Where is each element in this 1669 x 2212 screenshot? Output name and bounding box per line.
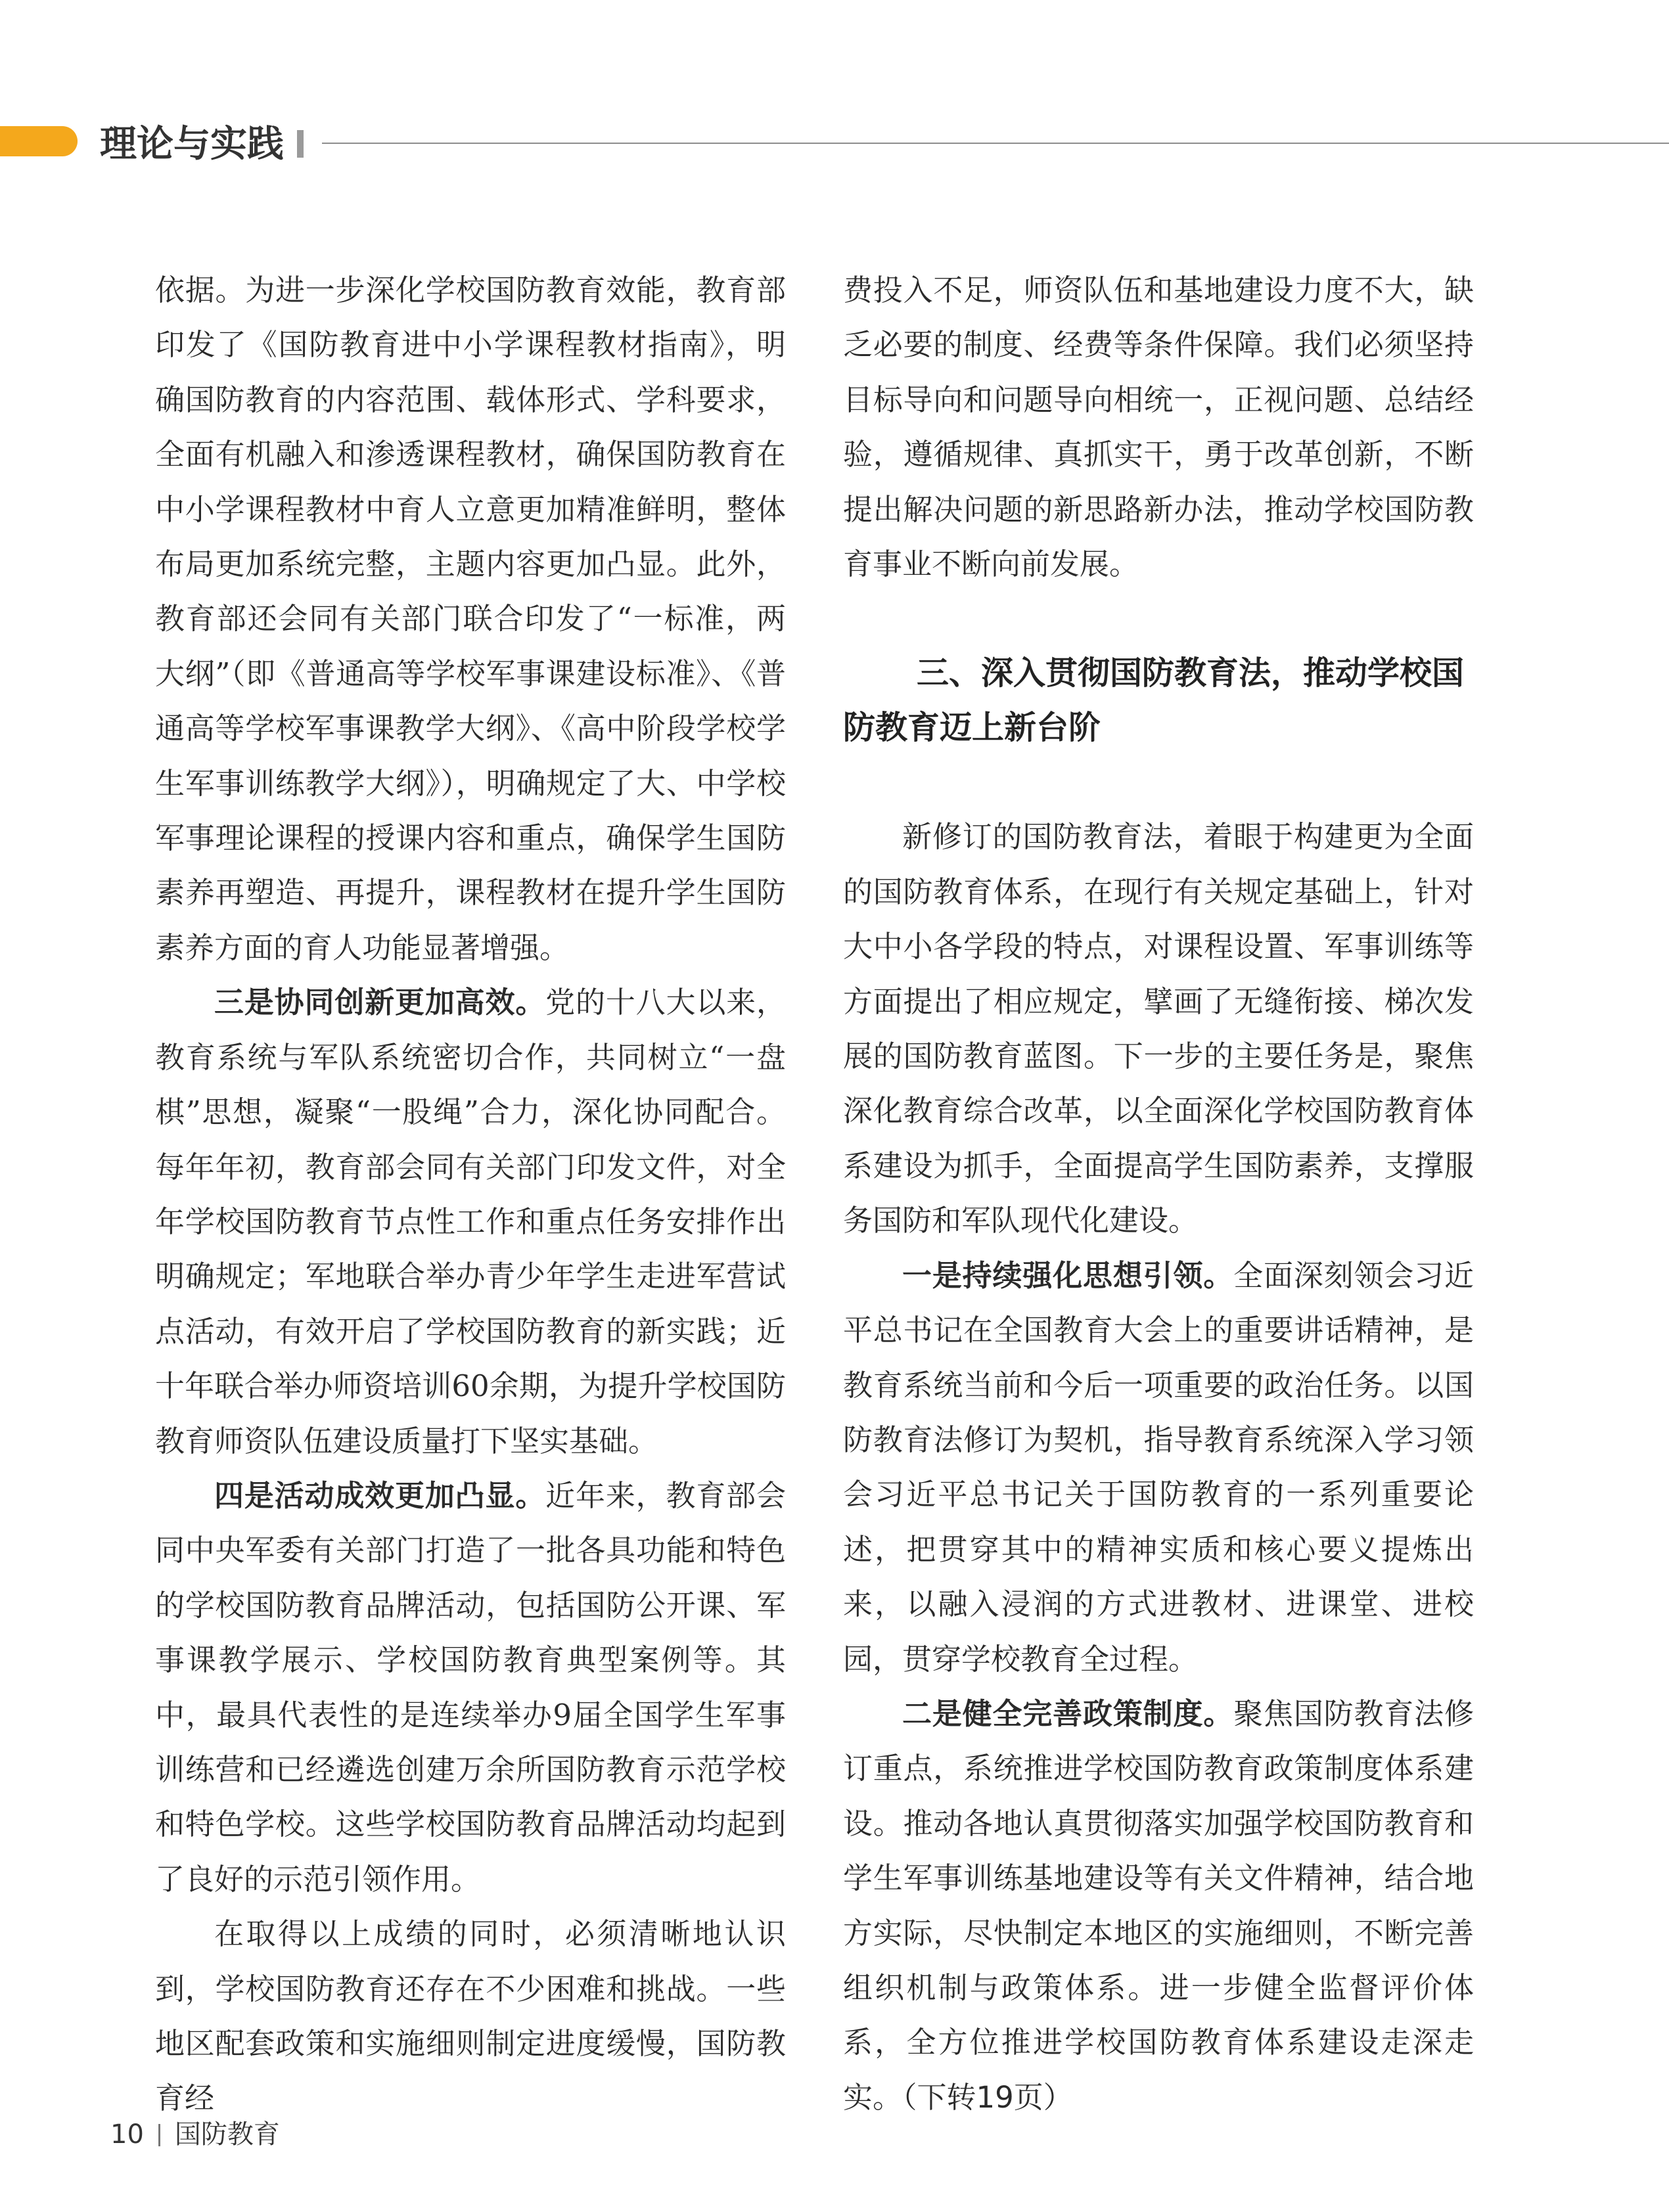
paragraph-text: 党的十八大以来，教育系统与军队系统密切合作，共同树立“一盘棋”思想，凝聚“一股绳”合力，深化协同配合。每年年初，教育部会同有关部门印发文件，对全年学校国防教育节点性工作和重点任务安排作出明确规定；军地联合举办青少年学生走进军营试点活动，有效开启了学校国防教育的新实践；近十年联合举办师资培训60余期，为提升学校国防教育师资队伍建设质量打下坚实基础。 bbox=[155, 985, 786, 1458]
section-heading bbox=[843, 646, 1474, 755]
right-paragraph-1: 费投入不足，师资队伍和基地建设力度不大，缺乏必要的制度、经费等条件保障。我们必须坚持目标导向和问题导向相统一，正视问题、总结经验，遵循规律、真抓实干，勇于改革创新，不断提出解决问题的新思路新办法，推动学校国防教育事业不断向前发展。 bbox=[843, 273, 1474, 582]
left-paragraph-4: 在取得以上成绩的同时，必须清晰地认识到，学校国防教育还存在不少困难和挑战。一些地区配套政策和实施细则制定进度缓慢，国防教育经 bbox=[155, 1916, 786, 2116]
lead-phrase: 二是健全完善政策制度。 bbox=[902, 1696, 1234, 1731]
left-paragraph-2 bbox=[155, 975, 786, 1468]
title-divider bbox=[297, 130, 304, 158]
section-tab-marker bbox=[0, 126, 78, 156]
lead-phrase: 一是持续强化思想引领。 bbox=[902, 1257, 1234, 1293]
header-rule bbox=[322, 143, 1669, 144]
right-paragraph-4 bbox=[843, 1686, 1474, 2125]
lead-phrase: 三是协同创新更加高效。 bbox=[214, 985, 546, 1020]
paragraph-text: 聚焦国防教育法修订重点，系统推进学校国防教育政策制度体系建设。推动各地认真贯彻落实加强学校国防教育和学生军事训练基地建设等有关文件精神，结合地方实际，尽快制定本地区的实施细则，不断完善组织机制与政策体系。进一步健全监督评价体系，全方位推进学校国防教育体系建设走深走实。 bbox=[843, 1696, 1474, 2115]
right-column bbox=[843, 263, 1474, 2125]
page-number: 10 bbox=[110, 2119, 144, 2150]
right-paragraph-3 bbox=[843, 1248, 1474, 1686]
paragraph-text: 全面深刻领会习近平总书记在全国教育大会上的重要讲话精神，是教育系统当前和今后一项重要的政治任务。以国防教育法修订为契机，指导教育系统深入学习领会习近平总书记关于国防教育的一系列重要论述，把贯穿其中的精神实质和核心要义提炼出来，以融入浸润的方式进教材、进课堂、进校园，贯穿学校教育全过程。 bbox=[843, 1257, 1474, 1677]
page-header bbox=[0, 124, 1669, 169]
lead-phrase: 四是活动成效更加凸显。 bbox=[214, 1478, 546, 1513]
left-paragraph-3 bbox=[155, 1468, 786, 1907]
section-title: 理论与实践 bbox=[100, 123, 284, 166]
paragraph-text: 近年来，教育部会同中央军委有关部门打造了一批各具功能和特色的学校国防教育品牌活动，包括国防公开课、军事课教学展示、学校国防教育典型案例等。其中，最具代表性的是连续举办9届全国学生军事训练营和已经遴选创建万余所国防教育示范学校和特色学校。这些学校国防教育品牌活动均起到了良好的示范引领作用。 bbox=[155, 1478, 786, 1897]
left-column bbox=[155, 263, 786, 2126]
section-heading-line-2: 防教育迈上新台阶 bbox=[843, 709, 1101, 747]
page-footer bbox=[110, 2117, 280, 2152]
continued-note: （下转19页） bbox=[902, 2079, 1073, 2115]
left-paragraph-1: 依据。为进一步深化学校国防教育效能，教育部印发了《国防教育进中小学课程教材指南》，明确国防教育的内容范围、载体形式、学科要求，全面有机融入和渗透课程教材，确保国防教育在中小学课程教材中育人立意更加精准鲜明，整体布局更加系统完整，主题内容更加凸显。此外，教育部还会同有关部门联合印发了“一标准，两大纲”（即《普通高等学校军事课建设标准》、《普通高等学校军事课教学大纲》、《高中阶段学校学生军事训练教学大纲》），明确规定了大、中学校军事理论课程的授课内容和重点，确保学生国防素养再塑造、再提升，课程教材在提升学生国防素养方面的育人功能显著增强。 bbox=[155, 273, 786, 965]
footer-divider bbox=[158, 2124, 160, 2146]
section-heading-line-1: 三、深入贯彻国防教育法，推动学校国 bbox=[917, 654, 1465, 692]
journal-name: 国防教育 bbox=[174, 2119, 280, 2150]
right-paragraph-2: 新修订的国防教育法，着眼于构建更为全面的国防教育体系，在现行有关规定基础上，针对大中小各学段的特点，对课程设置、军事训练等方面提出了相应规定，擘画了无缝衔接、梯次发展的国防教育蓝图。下一步的主要任务是，聚焦深化教育综合改革，以全面深化学校国防教育体系建设为抓手，全面提高学生国防素养，支撑服务国防和军队现代化建设。 bbox=[843, 819, 1474, 1238]
